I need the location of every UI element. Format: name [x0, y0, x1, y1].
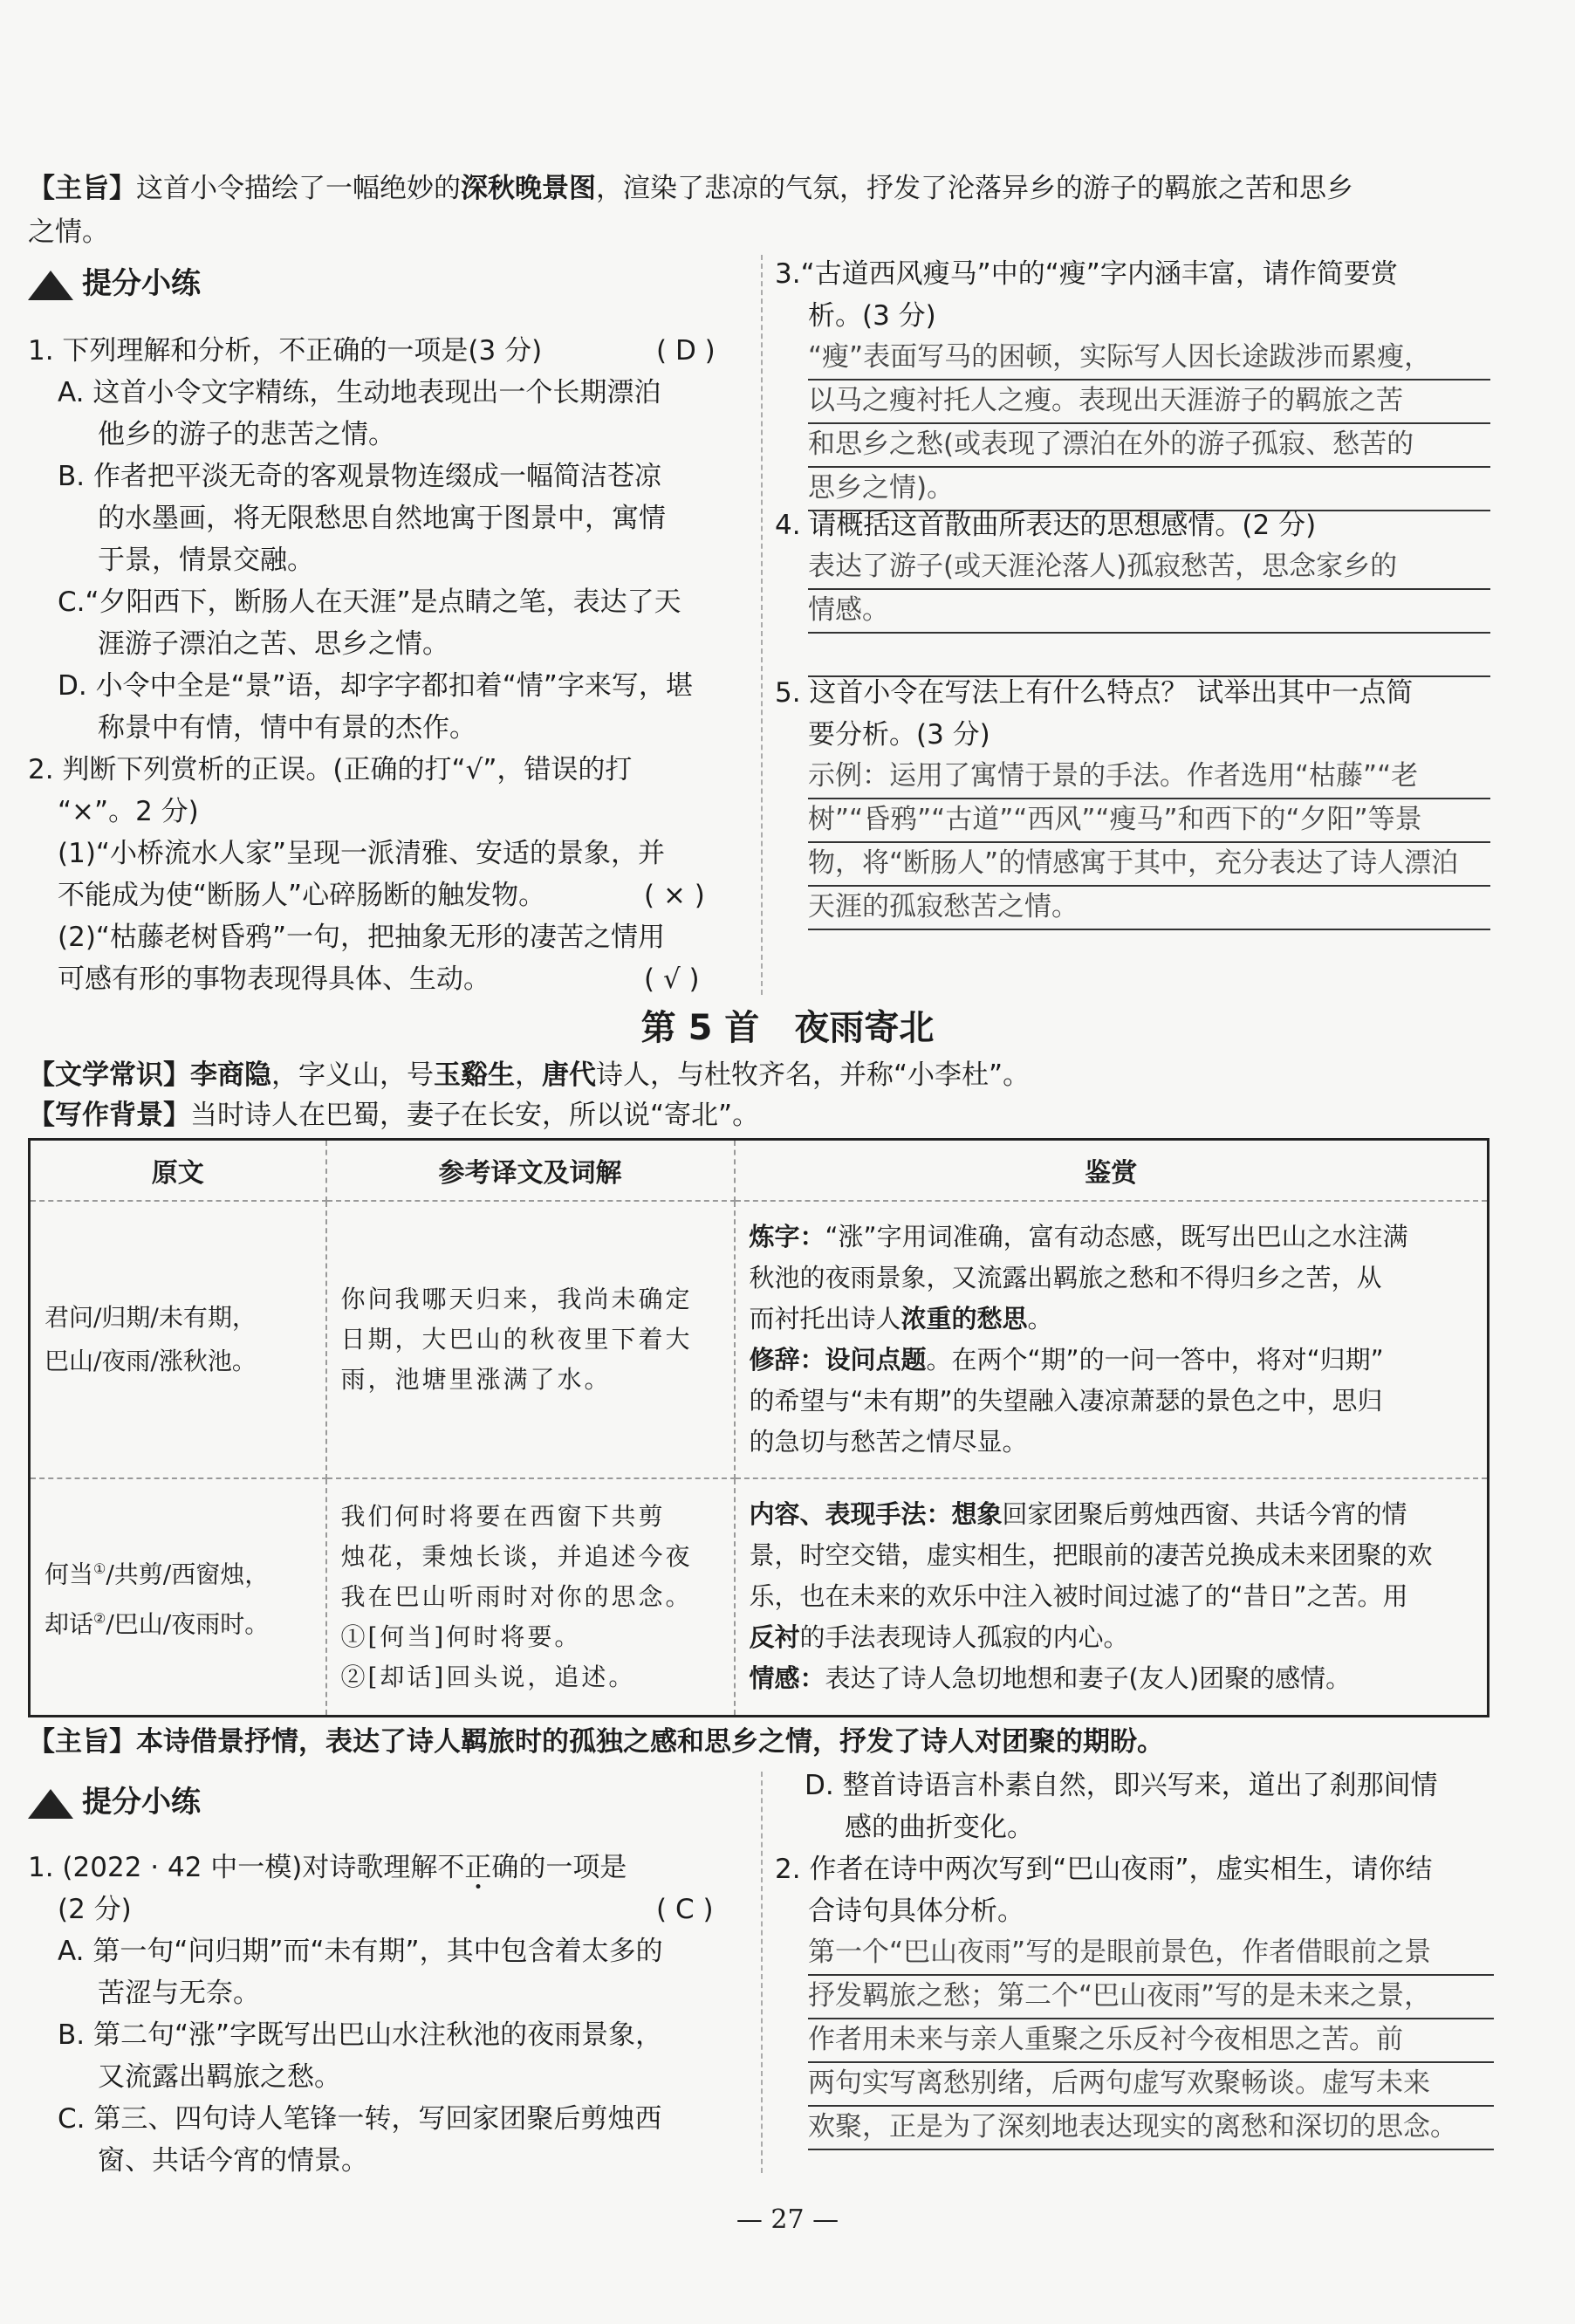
statement-2-answer: ( √ ) — [644, 963, 700, 995]
statement-1: (1)“小桥流水人家”呈现一派清雅、安适的景象，并 — [58, 838, 666, 869]
triangle-icon — [28, 271, 73, 300]
table-header-row — [30, 1140, 1489, 1202]
appreciation-cell: 内容、表现手法：想象回家团聚后剪烛西窗、共话今宵的情 景，时空交错，虚实相生，把眼前的凄苦兑换成未来团聚的欢 乐，也在未来的欢乐中注入被时间过滤了的“昔日”之苦。用 反衬的手法表现诗人孤寂的内心。 情感：表达了诗人急切地想和妻子(友人)团聚的感情。 — [735, 1478, 1489, 1716]
answer-5-lines: 示例：运用了寓情于景的手法。作者选用“枯藤”“老 树”“昏鸦”“古道”“西风”“瘦马”和西下的“夕阳”等景 物，将“断肠人”的情感寓于其中，充分表达了诗人漂泊 天涯的孤寂愁苦之情。 — [808, 756, 1490, 930]
answer-2b-lines: 第一个“巴山夜雨”写的是眼前景色，作者借眼前之景 抒发羁旅之愁；第二个“巴山夜雨”写的是未来之景， 作者用未来与亲人重聚之乐反衬今夜相思之苦。前 两句实写离愁别绪，后两句虚写欢聚畅谈。虚写未来 欢聚，正是为了深刻地表达现实的离愁和深切的思念。 — [808, 1932, 1494, 2150]
table-row — [30, 1201, 1489, 1478]
column-divider-1 — [761, 255, 763, 995]
practice-header-1: 提分小练 — [28, 262, 201, 305]
statement-2: (2)“枯藤老树昏鸦”一句，把抽象无形的凄苦之情用 — [58, 922, 666, 953]
question-1: 1. 下列理解和分析，不正确的一项是(3 分) — [28, 335, 543, 367]
option-c: C. 第三、四句诗人笔锋一转，写回家团聚后剪烛西 — [58, 2103, 662, 2135]
answer-4-lines: 表达了游子(或天涯沦落人)孤寂愁苦，思念家乡的 情感。 — [808, 546, 1490, 677]
translation-cell: 你问我哪天归来，我尚未确定 日期，大巴山的秋夜里下着大 雨，池塘里涨满了水。 — [326, 1201, 735, 1478]
header-translation: 参考译文及词解 — [326, 1140, 735, 1202]
triangle-icon — [28, 1789, 73, 1819]
question-5: 5. 这首小令在写法上有什么特点？ 试举出其中一点简 — [775, 677, 1414, 709]
option-d: D. 整首诗语言朴素自然，即兴写来，道出了刹那间情 — [805, 1770, 1438, 1801]
practice-header-2: 提分小练 — [28, 1780, 201, 1824]
option-b: B. 作者把平淡无奇的客观景物连缀成一幅简洁苍凉 — [58, 461, 661, 492]
question-1b: 1. (2022 · 42 中一模)对诗歌理解不正确的一项是 — [28, 1852, 627, 1883]
option-c: C.“夕阳西下，断肠人在天涯”是点睛之笔，表达了天 — [58, 586, 681, 618]
summary-2: 【主旨】本诗借景抒情，表达了诗人羁旅时的孤独之感和思乡之情，抒发了诗人对团聚的期盼。 — [28, 1726, 1164, 1758]
statement-1-answer: ( × ) — [644, 880, 705, 911]
appreciation-cell: 炼字：“涨”字用词准确，富有动态感，既写出巴山之水注满 秋池的夜雨景象，又流露出羁旅之愁和不得归乡之苦，从 而衬托出诗人浓重的愁思。 修辞：设问点题。在两个“期”的一问一答中，将对“归期” 的希望与“未有期”的失望融入凄凉萧瑟的景色之中，思归 的急切与愁苦之情尽显。 — [735, 1201, 1489, 1478]
question-2b: 2. 作者在诗中两次写到“巴山夜雨”，虚实相生，请你结 — [775, 1854, 1433, 1885]
poem-title: 第 5 首 夜雨寄北 — [640, 1008, 935, 1048]
original-cell: 何当①/共剪/西窗烛， 却话②/巴山/夜雨时。 — [30, 1478, 326, 1716]
page-number: — 27 — — [736, 2204, 839, 2235]
literary-knowledge: 【文学常识】李商隐，字义山，号玉谿生，唐代诗人，与杜牧齐名，并称“小李杜”。 — [28, 1059, 1031, 1091]
option-b: B. 第二句“涨”字既写出巴山水注秋池的夜雨景象， — [58, 2019, 663, 2051]
answer-3-lines: “瘦”表面写马的困顿，实际写人因长途跋涉而累瘦， 以马之瘦衬托人之瘦。表现出天涯游子的羁旅之苦 和思乡之愁(或表现了漂泊在外的游子孤寂、愁苦的 思乡之情)。 — [808, 337, 1490, 511]
option-a: A. 第一句“问归期”而“未有期”，其中包含着太多的 — [58, 1936, 663, 1967]
summary-line-2: 之情。 — [28, 216, 109, 248]
option-d: D. 小令中全是“景”语，却字字都扣着“情”字来写，堪 — [58, 670, 693, 702]
summary-line-1: 【主旨】这首小令描绘了一幅绝妙的深秋晚景图，渲染了悲凉的气氛，抒发了沦落异乡的游子的羁旅之苦和思乡 — [28, 173, 1353, 204]
poem-table — [28, 1138, 1489, 1717]
answer-1: ( D ) — [656, 335, 716, 367]
question-4: 4. 请概括这首散曲所表达的思想感情。(2 分) — [775, 510, 1317, 541]
question-2: 2. 判断下列赏析的正误。(正确的打“√”，错误的打 — [28, 754, 633, 785]
original-cell: 君问/归期/未有期， 巴山/夜雨/涨秋池。 — [30, 1201, 326, 1478]
answer-1b: ( C ) — [656, 1894, 714, 1925]
translation-cell: 我们何时将要在西窗下共剪 烛花，秉烛长谈，并追述今夜 我在巴山听雨时对你的思念。 ①[何当]何时将要。 ②[却话]回头说，追述。 — [326, 1478, 735, 1716]
header-original: 原文 — [30, 1140, 326, 1202]
table-row — [30, 1478, 1489, 1716]
header-appreciation: 鉴赏 — [735, 1140, 1489, 1202]
column-divider-2 — [761, 1772, 763, 2173]
option-a: A. 这首小令文字精练，生动地表现出一个长期漂泊 — [58, 377, 661, 408]
writing-background: 【写作背景】当时诗人在巴蜀，妻子在长安，所以说“寄北”。 — [28, 1100, 760, 1131]
question-3: 3.“古道西风瘦马”中的“瘦”字内涵丰富，请作简要赏 — [775, 258, 1398, 290]
